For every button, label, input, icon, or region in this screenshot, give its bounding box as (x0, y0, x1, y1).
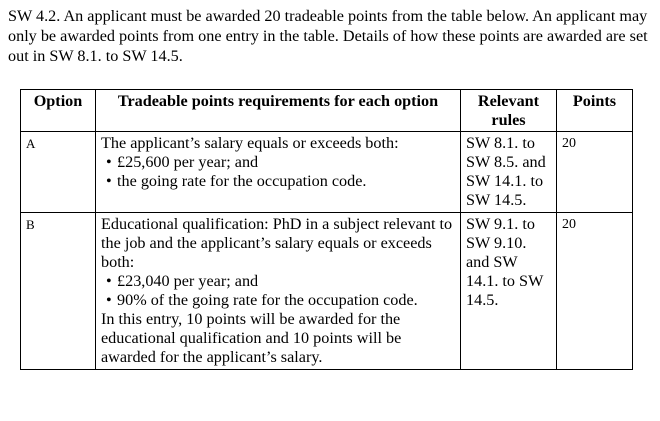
requirement-bullet: • £25,600 per year; and (106, 153, 259, 171)
rules-cell: SW 9.1. to SW 9.10. and SW 14.1. to SW 14.5. (461, 213, 557, 370)
option-cell: B (21, 213, 96, 370)
requirement-intro: Educational qualification: PhD in a subject relevant to the job and the applicant’s salary equals or exceeds both: (101, 215, 453, 271)
bullet-icon: • (106, 291, 112, 309)
rules-cell: SW 8.1. to SW 8.5. and SW 14.1. to SW 14.5. (461, 132, 557, 213)
option-cell: A (21, 132, 96, 213)
requirement-bullet: • £23,040 per year; and (106, 272, 259, 290)
bullet-icon: • (106, 172, 112, 190)
requirements-cell (96, 213, 461, 370)
header-requirements: Tradeable points requirements for each option (96, 90, 461, 132)
header-points: Points (557, 90, 633, 132)
header-rules: Relevant rules (461, 90, 557, 132)
points-cell: 20 (557, 213, 633, 370)
tradeable-points-table (20, 89, 633, 370)
table-header-row (21, 90, 633, 132)
intro-paragraph: SW 4.2. An applicant must be awarded 20 tradeable points from the table below. An applicant may only be awarded points from one entry in the table. Details of how these points are awarded are set out in SW 8.1. to SW 14.5. (8, 7, 648, 65)
requirement-note: In this entry, 10 points will be awarded for the educational qualification and 10 points will be awarded for the applicant’s salary. (101, 310, 402, 366)
requirement-intro: The applicant’s salary equals or exceeds both: (101, 134, 399, 152)
table-row (21, 213, 633, 370)
requirement-bullet: • 90% of the going rate for the occupation code. (106, 291, 418, 309)
requirements-cell (96, 132, 461, 213)
table-row (21, 132, 633, 213)
points-cell: 20 (557, 132, 633, 213)
header-option: Option (21, 90, 96, 132)
bullet-icon: • (106, 153, 112, 171)
bullet-icon: • (106, 272, 112, 290)
requirement-bullet: • the going rate for the occupation code. (106, 172, 367, 190)
